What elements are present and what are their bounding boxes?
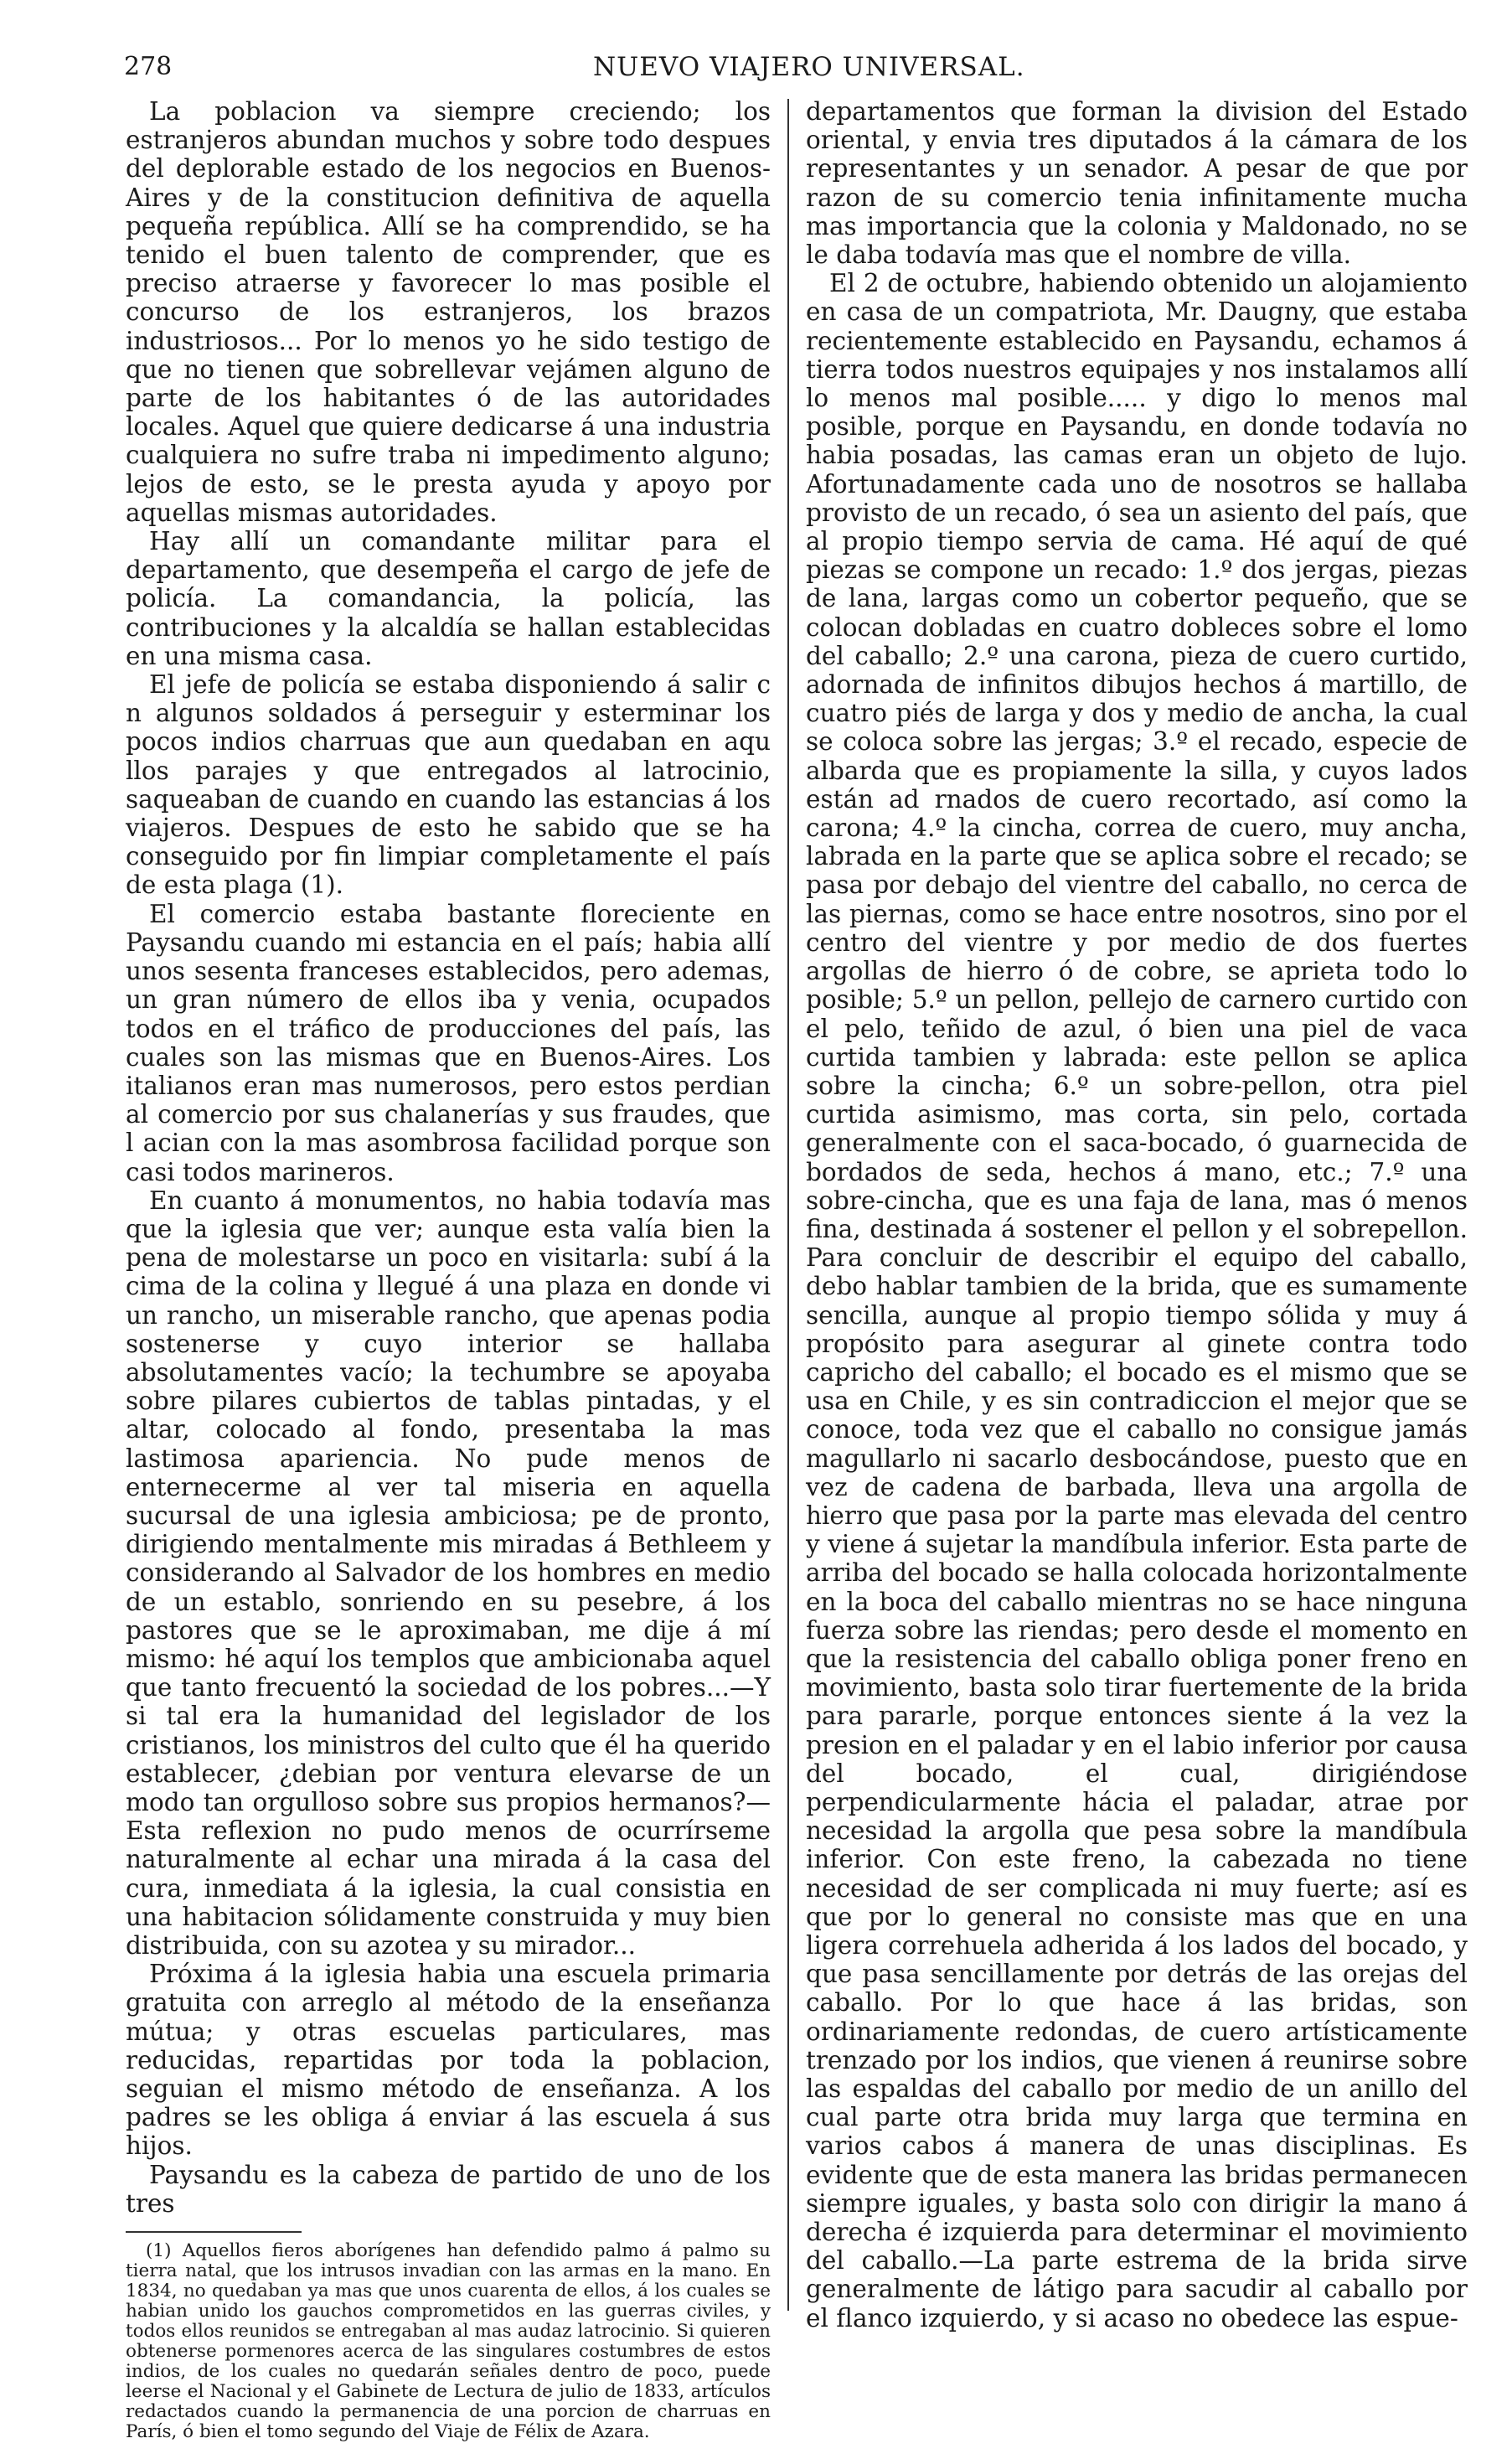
footnote-divider: [126, 2231, 302, 2233]
page-header: [124, 52, 1473, 89]
running-title: NUEVO VIAJERO UNIVERSAL.: [593, 52, 1025, 82]
paragraph: El 2 de octubre, habiendo obtenido un alojamiento en casa de un compatriota, Mr. Daugny, que estaba recientemente establecido en Paysandu, echamos á tierra todos nuestros equipajes y nos instalamos allí lo menos mal posible..... y digo lo menos mal posible, porque en Paysandu, en donde todavía no habia posadas, las camas eran un objeto de lujo. Afortunadamente cada uno de nosotros se hallaba provisto de un recado, ó sea un asiento del país, que al propio tiempo servia de cama. Hé aquí de qué piezas se compone un recado: 1.º dos jergas, piezas de lana, largas como un cobertor pequeño, que se colocan dobladas en cuatro dobleces sobre el lomo del caballo; 2.º una carona, pieza de cuero curtido, adornada de infinitos dibujos hechos á martillo, de cuatro piés de larga y dos y medio de ancha, la cual se coloca sobre las jergas; 3.º el recado, especie de albarda que es propiamente la silla, y cuyos lados están ad rnados de cuero recortado, así como la carona; 4.º la cincha, correa de cuero, muy ancha, labrada en la parte que se aplica sobre el recado; se pasa por debajo del vientre del caballo, no cerca de las piernas, como se hace entre nosotros, sino por el centro del vientre y por medio de dos fuertes argollas de hierro ó de cobre, se aprieta todo lo posible; 5.º un pellon, pellejo de carnero curtido con el pelo, teñido de azul, ó bien una piel de vaca curtida tambien y labrada: este pellon se aplica sobre la cincha; 6.º un sobre-pellon, otra piel curtida asimismo, mas corta, sin pelo, cortada generalmente con el saca-bocado, ó guarnecida de bordados de seda, hechos á mano, etc.; 7.º una sobre-cincha, que es una faja de lana, mas ó menos fina, destinada á sostener el pellon y el sobrepellon. Para concluir de describir el equipo del caballo, debo hablar tambien de la brida, que es sumamente sencilla, aunque al propio tiempo sólida y muy á propósito para asegurar al ginete contra todo capricho del caballo; el bocado es el mismo que se usa en Chile, y es sin contradiccion el mejor que se conoce, toda vez que el caballo no consigue jamás magullarlo ni sacarlo desbocándose, puesto que en vez de cadena de barbada, lleva una argolla de hierro que pasa por la parte mas elevada del centro y viene á sujetar la mandíbula inferior. Esta parte de arriba del bocado se halla colocada horizontalmente en la boca del caballo mientras no se hace ninguna fuerza sobre las riendas; pero desde el momento en que la resistencia del caballo obliga poner freno en movimiento, basta solo tirar fuertemente de la brida para pararle, porque entonces siente á la vez la presion en el paladar y en el labio inferior por causa del bocado, el cual, dirigiéndose perpendicularmente hácia el paladar, atrae por necesidad la argolla que pesa sobre la mandíbula inferior. Con este freno, la cabezada no tiene necesidad de ser complicada ni muy fuerte; así es que por lo general no consiste mas que en una ligera correhuela adherida á los lados del bocado, y que pasa sencillamente por detrás de las orejas del caballo. Por lo que hace á las bridas, son ordinariamente redondas, de cuero artísticamente trenzado por los indios, que vienen á reunirse sobre las espaldas del caballo por medio de un anillo del cual parte otra brida muy larga que termina en varios cabos á manera de unas disciplinas. Es evidente que de esta manera las bridas permanecen siempre iguales, y basta solo con dirigir la mano á derecha é izquierda para determinar el movimiento del caballo.—La parte estrema de la brida sirve generalmente de látigo para sacudir al caballo por el flanco izquierdo, y si acaso no obedece las espue-: [806, 269, 1468, 2332]
column-divider: [787, 99, 789, 2311]
left-column: [126, 97, 771, 2442]
paragraph: El comercio estaba bastante floreciente en Paysandu cuando mi estancia en el país; habia allí unos sesenta franceses establecidos, pero ademas, un gran número de ellos iba y venia, ocupados todos en el tráfico de producciones del país, las cuales son las mismas que en Buenos-Aires. Los italianos eran mas numerosos, pero estos perdian al comercio por sus chalanerías y sus fraudes, que l acian con la mas asombrosa facilidad porque son casi todos marineros.: [126, 899, 771, 1186]
paragraph: departamentos que forman la division del Estado oriental, y envia tres diputados á la cámara de los representantes y un senador. A pesar de que por razon de su comercio tenia infinitamente mucha mas importancia que la colonia y Maldonado, no se le daba todavía mas que el nombre de villa.: [806, 97, 1468, 270]
paragraph: En cuanto á monumentos, no habia todavía mas que la iglesia que ver; aunque esta valía bien la pena de molestarse un poco en visitarla: subí á la cima de la colina y llegué á una plaza en donde vi un rancho, un miserable rancho, que apenas podia sostenerse y cuyo interior se hallaba absolutamentes vacío; la techumbre se apoyaba sobre pilares cubiertos de tablas pintadas, y el altar, colocado al fondo, presentaba la mas lastimosa apariencia. No pude menos de enternecerme al ver tal miseria en aquella sucursal de una iglesia ambiciosa; pe de pronto, dirigiendo mentalmente mis miradas á Bethleem y considerando al Salvador de los hombres en medio de un establo, sonriendo en su pesebre, á los pastores que se le aproximaban, me dije á mí mismo: hé aquí los templos que ambicionaba aquel que tanto frecuentó la sociedad de los pobres...—Y si tal era la humanidad del legislador de los cristianos, los ministros del culto que él ha querido establecer, ¿debian por ventura elevarse de un modo tan orgulloso sobre sus propios hermanos?—Esta reflexion no pudo menos de ocurrírseme naturalmente al echar una mirada á la casa del cura, inmediata á la iglesia, la cual consistia en una habitacion sólidamente construida y muy bien distribuida, con su azotea y su mirador...: [126, 1186, 771, 1960]
paragraph: Hay allí un comandante militar para el departamento, que desempeña el cargo de jefe de policía. La comandancia, la policía, las contribuciones y la alcaldía se hallan establecidas en una misma casa.: [126, 527, 771, 670]
paragraph: El jefe de policía se estaba disponiendo á salir c n algunos soldados á perseguir y esterminar los pocos indios charruas que aun quedaban en aqu llos parajes y que entregados al latrocinio, saqueaban de cuando en cuando las estancias á los viajeros. Despues de esto he sabido que se ha conseguido por fin limpiar completamente el país de esta plaga (1).: [126, 670, 771, 900]
footnote: (1) Aquellos fieros aborígenes han defendido palmo á palmo su tierra natal, que los intrusos invadian con las armas en la mano. En 1834, no quedaban ya mas que unos cuarenta de ellos, á los cuales se habian unido los gauchos comprometidos en las guerras civiles, y todos ellos reunidos se entregaban al mas audaz latrocinio. Si quieren obtenerse pormenores acerca de las singulares costumbres de estos indios, de los cuales no quedarán señales dentro de poco, puede leerse el Nacional y el Gabinete de Lectura de julio de 1833, artículos redactados cuando la permanencia de una porcion de charruas en París, ó bien el tomo segundo del Viaje de Félix de Azara.: [126, 2240, 771, 2443]
paragraph: La poblacion va siempre creciendo; los estranjeros abundan muchos y sobre todo despues del deplorable estado de los negocios en Buenos-Aires y de la constitucion definitiva de aquella pequeña república. Allí se ha comprendido, se ha tenido el buen talento de comprender, que es preciso atraerse y favorecer lo mas posible el concurso de los estranjeros, los brazos industriosos... Por lo menos yo he sido testigo de que no tienen que sobrellevar vejámen alguno de parte de los habitantes ó de las autoridades locales. Aquel que quiere dedicarse á una industria cualquiera no sufre traba ni impedimento alguno; lejos de esto, se le presta ayuda y apoyo por aquellas mismas autoridades.: [126, 97, 771, 527]
paragraph: Paysandu es la cabeza de partido de uno de los tres: [126, 2160, 771, 2218]
page-number: 278: [124, 52, 173, 81]
paragraph: Próxima á la iglesia habia una escuela primaria gratuita con arreglo al método de la enseñanza mútua; y otras escuelas particulares, mas reducidas, repartidas por toda la poblacion, seguian el mismo método de enseñanza. A los padres se les obliga á enviar á las escuela á sus hijos.: [126, 1960, 771, 2161]
right-column: [806, 97, 1468, 2332]
